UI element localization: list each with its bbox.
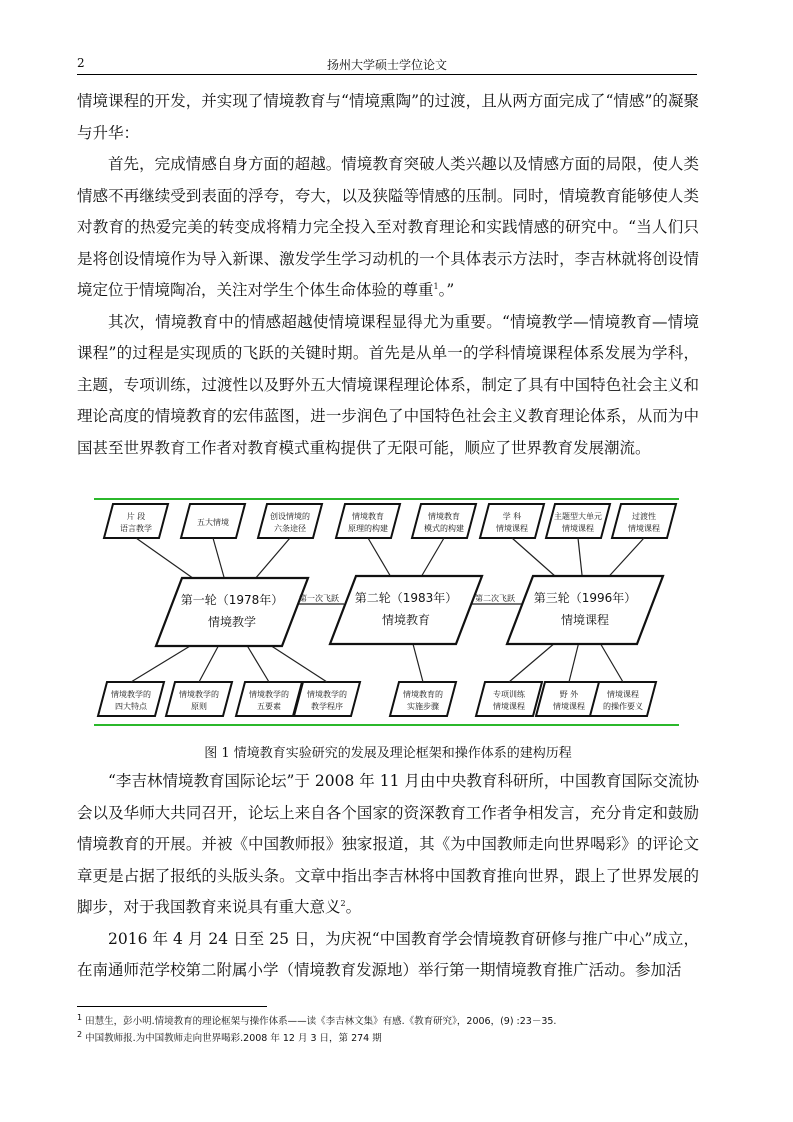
connector: [131, 642, 197, 682]
footnote-ref: 2: [340, 898, 346, 908]
stage-box: [507, 576, 663, 644]
bottom-box-label: 专项训练: [493, 690, 525, 699]
top-box-label: 情境教育: [428, 512, 460, 521]
top-box-label: 情境课程: [628, 524, 660, 533]
page-header: [77, 56, 697, 75]
bottom-box-label: 实施步骤: [407, 702, 439, 711]
connector: [199, 642, 220, 682]
bottom-box-label: 的操作要义: [603, 702, 643, 711]
header-title: 扬州大学硕士学位论文: [326, 58, 447, 72]
connector: [412, 640, 423, 682]
figure-caption: 图 1 情境教育实验研究的发展及理论框架和操作体系的建构历程: [204, 746, 572, 761]
bottom-box-label: 五要素: [257, 702, 281, 711]
top-box-label: 模式的构建: [424, 524, 464, 533]
bottom-box-label: 情境教学的: [111, 690, 151, 699]
stage-title: 第三轮（1996年）: [533, 591, 637, 605]
connector: [578, 538, 583, 580]
footnote-ref: 1: [433, 281, 439, 291]
connector: [569, 640, 579, 682]
footnote: $^1$ 田慧生，彭小明.情境教育的理论框架与操作体系——读《李吉林文集》有感.《教育研究》，2006，(9) :23－35.: [77, 1012, 557, 1027]
paragraph: 情境课程的开发，并实现了情境教育与“情境熏陶”的过渡，且从两方面完成了“情感”的凝聚与升华：: [77, 92, 699, 142]
connector: [245, 642, 269, 682]
top-box-label: 语言教学: [120, 524, 152, 533]
connector: [252, 538, 290, 582]
stage-title: 第一轮（1978年）: [180, 593, 284, 607]
bottom-box-label: 原则: [191, 702, 207, 711]
body-text-top: [77, 86, 699, 464]
paragraph: 2016 年 4 月 24 日至 25 日，为庆祝“中国教育学会情境教育研修与推广中心”成立，在南通师范学校第二附属小学（情境教育发源地）举行第一期情境教育推广活动。参加活: [77, 929, 699, 979]
connector: [368, 538, 393, 580]
bottom-box-label: 四大特点: [115, 702, 147, 711]
stage-box: [330, 576, 482, 644]
bottom-box-label: 野 外: [559, 690, 579, 699]
bottom-box-label: 情境教学的: [179, 690, 219, 699]
stage-box: [156, 578, 308, 646]
bottom-box-label: 情境教育的: [403, 690, 443, 699]
bottom-box-label: 教学程序: [311, 702, 343, 711]
top-box-label: 情境课程: [562, 524, 594, 533]
top-box-label: 五大情境: [197, 518, 229, 527]
framework-diagram: [94, 496, 679, 728]
bottom-box-label: 情境课程: [493, 702, 525, 711]
footnote-divider: [77, 1006, 267, 1007]
top-box-label: 主题型大单元: [554, 512, 602, 521]
connector: [598, 640, 623, 682]
paragraph: 其次，情境教育中的情感超越使情境课程显得尤为重要。“情境教学—情境教育—情境课程”的过程是实现质的飞跃的关键时期。首先是从单一的学科情境课程体系发展为学科，主题，专项训练，过渡性以及野外五大情境课程理论体系，制定了具有中国特色社会主义和理论高度的情境教育的宏伟蓝图，进一步润色了中国特色社会主义教育理论体系，从而为中国甚至世界教育工作者对教育模式重构提供了无限可能，顺应了世界教育发展潮流。: [77, 312, 699, 457]
top-box-label: 原理的构建: [348, 524, 388, 533]
bottom-box-label: 情境教学的: [249, 690, 289, 699]
connector: [606, 538, 644, 580]
stage-name: 情境课程: [560, 613, 610, 627]
top-box-label: 片 段: [126, 512, 146, 521]
page-number: 2: [77, 56, 85, 70]
stage-title: 第二轮（1983年）: [354, 591, 458, 605]
top-box-label: 情境课程: [496, 524, 528, 533]
top-box-label: 创设情境的: [270, 512, 310, 521]
connector: [213, 538, 225, 582]
leap-label: 第二次飞跃: [475, 594, 515, 603]
top-box-label: 学 科: [502, 512, 522, 521]
paragraph: 首先，完成情感自身方面的超越。情境教育突破人类兴趣以及情感方面的局限，使人类情感不再继续受到表面的浮夸，夸大，以及狭隘等情感的压制。同时，情境教育能够使人类对教育的热爱完美的转变成将精力完全投入至对教育理论和实践情感的研究中。“当人们只是将创设情境作为导入新课、激发学生学习动机的一个具体表示方法时，李吉林就将创设情境定位于情境陶冶，关注对学生个体生命体验的尊重$^1$。”: [77, 155, 699, 299]
paragraph: “李吉林情境教育国际论坛”于 2008 年 11 月由中央教育科研所，中国教育国际交流协会以及华师大共同召开，论坛上来自各个国家的资深教育工作者争相发言，充分肯定和鼓励情境教育的开展。并被《中国教师报》独家报道，其《为中国教师走向世界喝彩》的评论文章更是占据了报纸的头版头条。文章中指出李吉林将中国教育推向世界，跟上了世界发展的脚步，对于我国教育来说具有重大意义$^2$。: [77, 772, 699, 916]
top-box-label: 情境教育: [352, 512, 384, 521]
connector: [509, 640, 558, 682]
top-box-label: 过渡性: [632, 512, 656, 521]
stage-name: 情境教学: [207, 615, 257, 629]
top-box-label: 六条途径: [274, 524, 306, 533]
bottom-box-label: 情境课程: [553, 702, 585, 711]
connector: [265, 642, 327, 682]
bottom-box-label: 情境课程: [607, 690, 639, 699]
footnote: $^2$ 中国教师报.为中国教师走向世界喝彩.2008 年 12 月 3 日，第 274 期: [77, 1029, 382, 1044]
connector: [136, 538, 198, 582]
connector: [419, 538, 444, 580]
stage-name: 情境教育: [381, 613, 431, 627]
body-text-bottom: [77, 766, 699, 987]
bottom-box-label: 情境教学的: [307, 690, 347, 699]
connector: [512, 538, 559, 580]
leap-label: 第一次飞跃: [299, 594, 339, 603]
